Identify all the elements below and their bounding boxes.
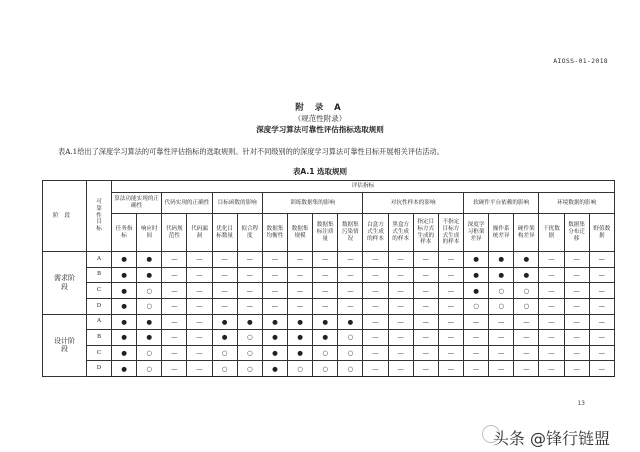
rule-cell: ○ (514, 283, 539, 299)
rule-cell: — (589, 298, 614, 314)
rule-cell: — (539, 345, 564, 361)
metric-item-header: 不指定目标方式生成的样本 (438, 214, 463, 252)
rule-cell: — (262, 267, 287, 283)
rule-cell: — (162, 267, 187, 283)
rule-cell: ○ (338, 345, 363, 361)
table-row (43, 361, 615, 377)
rule-cell: — (313, 267, 338, 283)
reliability-level: B (87, 267, 112, 283)
rule-cell: — (388, 345, 413, 361)
rule-cell: ● (287, 345, 312, 361)
rule-cell: — (413, 345, 438, 361)
rule-cell: ● (463, 267, 488, 283)
metric-item-header: 黑盒方式生成的样本 (388, 214, 413, 252)
rule-cell: — (338, 298, 363, 314)
table-row (43, 267, 615, 283)
rule-cell: — (413, 283, 438, 299)
rule-cell: — (514, 330, 539, 346)
rule-cell: — (413, 252, 438, 268)
metric-item-header: 野值数据 (589, 214, 614, 252)
rule-cell: ● (112, 267, 137, 283)
rule-cell: — (388, 267, 413, 283)
rule-cell: — (388, 314, 413, 330)
rule-cell: ● (262, 345, 287, 361)
rule-cell: — (438, 267, 463, 283)
rule-cell: — (589, 252, 614, 268)
rule-cell: — (564, 330, 589, 346)
reliability-level: A (87, 314, 112, 330)
metric-item-header: 硬件架构差异 (514, 214, 539, 252)
rule-cell: — (287, 267, 312, 283)
rule-cell: — (338, 283, 363, 299)
metric-item-header: 指定目标方式生成的样本 (413, 214, 438, 252)
rule-cell: ○ (237, 345, 262, 361)
rule-cell: — (237, 298, 262, 314)
metric-item-header: 数据集分布迁移 (564, 214, 589, 252)
metric-group-header: 代码实现的正确性 (162, 193, 212, 214)
rule-cell: — (212, 283, 237, 299)
rule-cell: — (162, 330, 187, 346)
rule-cell: — (589, 330, 614, 346)
rule-cell: — (589, 267, 614, 283)
rule-cell: — (463, 345, 488, 361)
rule-cell: — (363, 252, 388, 268)
rule-cell: ● (112, 252, 137, 268)
rule-cell: ○ (287, 361, 312, 377)
rule-cell: ○ (489, 298, 514, 314)
rule-cell: — (589, 345, 614, 361)
rule-cell: — (338, 267, 363, 283)
rule-cell: ○ (137, 283, 162, 299)
rule-cell: ○ (237, 330, 262, 346)
rule-cell: — (187, 252, 212, 268)
stage-label: 需求阶段 (43, 252, 87, 315)
rule-cell: — (237, 252, 262, 268)
rule-cell: — (363, 267, 388, 283)
metric-group-header: 软硬件平台依赖的影响 (463, 193, 538, 214)
rule-cell: — (438, 314, 463, 330)
rule-cell: ○ (137, 345, 162, 361)
rule-cell: — (564, 252, 589, 268)
rule-cell: — (388, 361, 413, 377)
table-row (43, 298, 615, 314)
rule-cell: ○ (237, 361, 262, 377)
rule-cell: ● (137, 267, 162, 283)
rule-cell: — (514, 314, 539, 330)
rule-cell: ● (212, 314, 237, 330)
rule-cell: — (363, 345, 388, 361)
rule-cell: — (438, 252, 463, 268)
rule-cell: — (589, 361, 614, 377)
rule-cell: — (187, 361, 212, 377)
rule-cell: — (363, 361, 388, 377)
rule-cell: ● (112, 345, 137, 361)
metric-group-header: 对抗性样本的影响 (363, 193, 464, 214)
reliability-level: D (87, 361, 112, 377)
rule-cell: — (514, 345, 539, 361)
table-row (43, 283, 615, 299)
rule-cell: — (564, 314, 589, 330)
rule-cell: — (187, 314, 212, 330)
rule-cell: ● (287, 314, 312, 330)
rule-cell: — (413, 314, 438, 330)
rule-cell: — (313, 298, 338, 314)
rule-cell: ○ (137, 298, 162, 314)
rule-cell: — (388, 283, 413, 299)
metric-item-header: 白盒方式生成的样本 (363, 214, 388, 252)
rule-cell: — (539, 267, 564, 283)
rule-cell: ● (112, 330, 137, 346)
metric-item-header: 操作系统差异 (489, 214, 514, 252)
rule-cell: — (162, 283, 187, 299)
rule-cell: — (413, 267, 438, 283)
rule-cell: — (539, 330, 564, 346)
rule-cell: ● (112, 314, 137, 330)
rule-cell: — (313, 283, 338, 299)
rule-cell: ○ (212, 345, 237, 361)
header-metrics: 评估指标 (112, 181, 615, 193)
rule-cell: — (363, 330, 388, 346)
rule-cell: ● (514, 267, 539, 283)
rule-cell: — (564, 267, 589, 283)
metric-item-header: 数据集规模 (287, 214, 312, 252)
table-row (43, 314, 615, 330)
rule-cell: ○ (313, 345, 338, 361)
watermark-text: 头条 @锋行链盟 (492, 429, 610, 448)
rule-cell: — (363, 283, 388, 299)
rule-cell: — (539, 361, 564, 377)
rule-cell: ● (112, 361, 137, 377)
rule-cell: ● (262, 314, 287, 330)
rule-cell: — (438, 283, 463, 299)
rule-cell: — (212, 267, 237, 283)
rule-cell: — (589, 283, 614, 299)
reliability-level: A (87, 252, 112, 268)
rule-cell: ● (112, 298, 137, 314)
header-stage: 阶段 (43, 181, 87, 252)
rule-cell: ● (137, 252, 162, 268)
rule-cell: — (489, 330, 514, 346)
table-row (43, 330, 615, 346)
rule-cell: — (438, 361, 463, 377)
rule-cell: — (413, 361, 438, 377)
rule-cell: — (539, 298, 564, 314)
document-code: AIOSS-01-2018 (553, 57, 608, 65)
rule-cell: — (162, 345, 187, 361)
table-row (43, 345, 615, 361)
metric-item-header: 响应时间 (137, 214, 162, 252)
metric-item-header: 数据集标注质量 (313, 214, 338, 252)
rule-cell: ● (137, 330, 162, 346)
metric-group-header: 训练数据集的影响 (262, 193, 363, 214)
rule-cell: — (237, 283, 262, 299)
rule-cell: ● (338, 314, 363, 330)
rule-cell: ● (489, 252, 514, 268)
rule-cell: ○ (212, 361, 237, 377)
rule-cell: — (564, 298, 589, 314)
metric-item-header: 代码漏洞 (187, 214, 212, 252)
rule-cell: — (187, 267, 212, 283)
rule-cell: — (539, 314, 564, 330)
rule-cell: ● (262, 330, 287, 346)
appendix-title: 附 录 A (295, 103, 345, 113)
rule-cell: — (212, 298, 237, 314)
metric-group-header: 算法功能实现的正确性 (112, 193, 162, 214)
rule-cell: — (489, 345, 514, 361)
rule-cell: ● (112, 283, 137, 299)
rule-cell: — (388, 252, 413, 268)
rule-cell: — (287, 283, 312, 299)
metric-group-header: 目标函数的影响 (212, 193, 262, 214)
rule-cell: — (287, 252, 312, 268)
metric-item-header: 优化目标数量 (212, 214, 237, 252)
rule-cell: — (463, 314, 488, 330)
rule-cell: ● (212, 330, 237, 346)
reliability-level: C (87, 283, 112, 299)
rule-cell: — (539, 283, 564, 299)
rule-cell: — (363, 314, 388, 330)
rule-cell: — (162, 252, 187, 268)
appendix-kind: （规范性附录） (293, 114, 347, 123)
rule-cell: — (262, 283, 287, 299)
rule-cell: ● (262, 361, 287, 377)
metric-item-header: 代码规范性 (162, 214, 187, 252)
rule-cell: ● (514, 252, 539, 268)
metric-item-header: 深度学习框架差异 (463, 214, 488, 252)
rule-cell: ● (489, 267, 514, 283)
rule-cell: ● (137, 314, 162, 330)
reliability-level: B (87, 330, 112, 346)
rule-cell: — (162, 361, 187, 377)
rule-cell: — (564, 345, 589, 361)
rule-cell: — (262, 252, 287, 268)
rule-cell: ○ (338, 361, 363, 377)
metric-item-header: 数据集污染情况 (338, 214, 363, 252)
metric-item-header: 拟合程度 (237, 214, 262, 252)
rule-cell: — (187, 298, 212, 314)
selection-rules-table (42, 180, 615, 377)
rule-cell: — (363, 298, 388, 314)
appendix-heading: 深度学习算法可靠性评估指标选取规则 (256, 125, 384, 134)
table-title: 表A.1 选取规则 (292, 167, 348, 176)
rule-cell: ● (313, 314, 338, 330)
rule-cell: — (388, 298, 413, 314)
rule-cell: — (489, 314, 514, 330)
rule-cell: ○ (489, 283, 514, 299)
rule-cell: — (463, 361, 488, 377)
stage-label: 设计阶段 (43, 314, 87, 377)
rule-cell: — (338, 252, 363, 268)
rule-cell: — (237, 267, 262, 283)
rule-cell: ● (463, 252, 488, 268)
rule-cell: ○ (313, 361, 338, 377)
rule-cell: ○ (137, 361, 162, 377)
rule-cell: — (539, 252, 564, 268)
header-reliability-target: 可靠性目标 (87, 181, 112, 252)
intro-paragraph: 表A.1给出了深度学习算法的可靠性评估指标的选取规则。针对不同级别的的深度学习算法可靠性目标开展相关评估活动。 (58, 147, 444, 156)
rule-cell: — (388, 330, 413, 346)
metric-group-header: 环境数据的影响 (539, 193, 615, 214)
rule-cell: — (514, 361, 539, 377)
rule-cell: ○ (338, 330, 363, 346)
reliability-level: C (87, 345, 112, 361)
rule-cell: — (438, 345, 463, 361)
rule-cell: — (187, 283, 212, 299)
rule-cell: — (564, 361, 589, 377)
page-number: 13 (577, 400, 585, 407)
rule-cell: — (162, 298, 187, 314)
metric-item-header: 干扰数据 (539, 214, 564, 252)
rule-cell: — (212, 252, 237, 268)
rule-cell: — (413, 330, 438, 346)
rule-cell: ● (313, 330, 338, 346)
metric-item-header: 数据集均衡性 (262, 214, 287, 252)
rule-cell: ○ (514, 298, 539, 314)
rule-cell: — (438, 298, 463, 314)
rule-cell: — (564, 283, 589, 299)
rule-cell: — (438, 330, 463, 346)
rule-cell: ● (463, 283, 488, 299)
rule-cell: ● (287, 330, 312, 346)
rule-cell: ○ (463, 298, 488, 314)
reliability-level: D (87, 298, 112, 314)
rule-cell: — (489, 361, 514, 377)
rule-cell: — (589, 314, 614, 330)
rule-cell: — (313, 252, 338, 268)
rule-cell: — (413, 298, 438, 314)
rule-cell: — (187, 345, 212, 361)
metric-item-header: 任务指标 (112, 214, 137, 252)
rule-cell: — (187, 330, 212, 346)
table-row (43, 252, 615, 268)
rule-cell: — (287, 298, 312, 314)
rule-cell: — (262, 298, 287, 314)
rule-cell: ● (237, 314, 262, 330)
rule-cell: — (463, 330, 488, 346)
rule-cell: — (162, 314, 187, 330)
